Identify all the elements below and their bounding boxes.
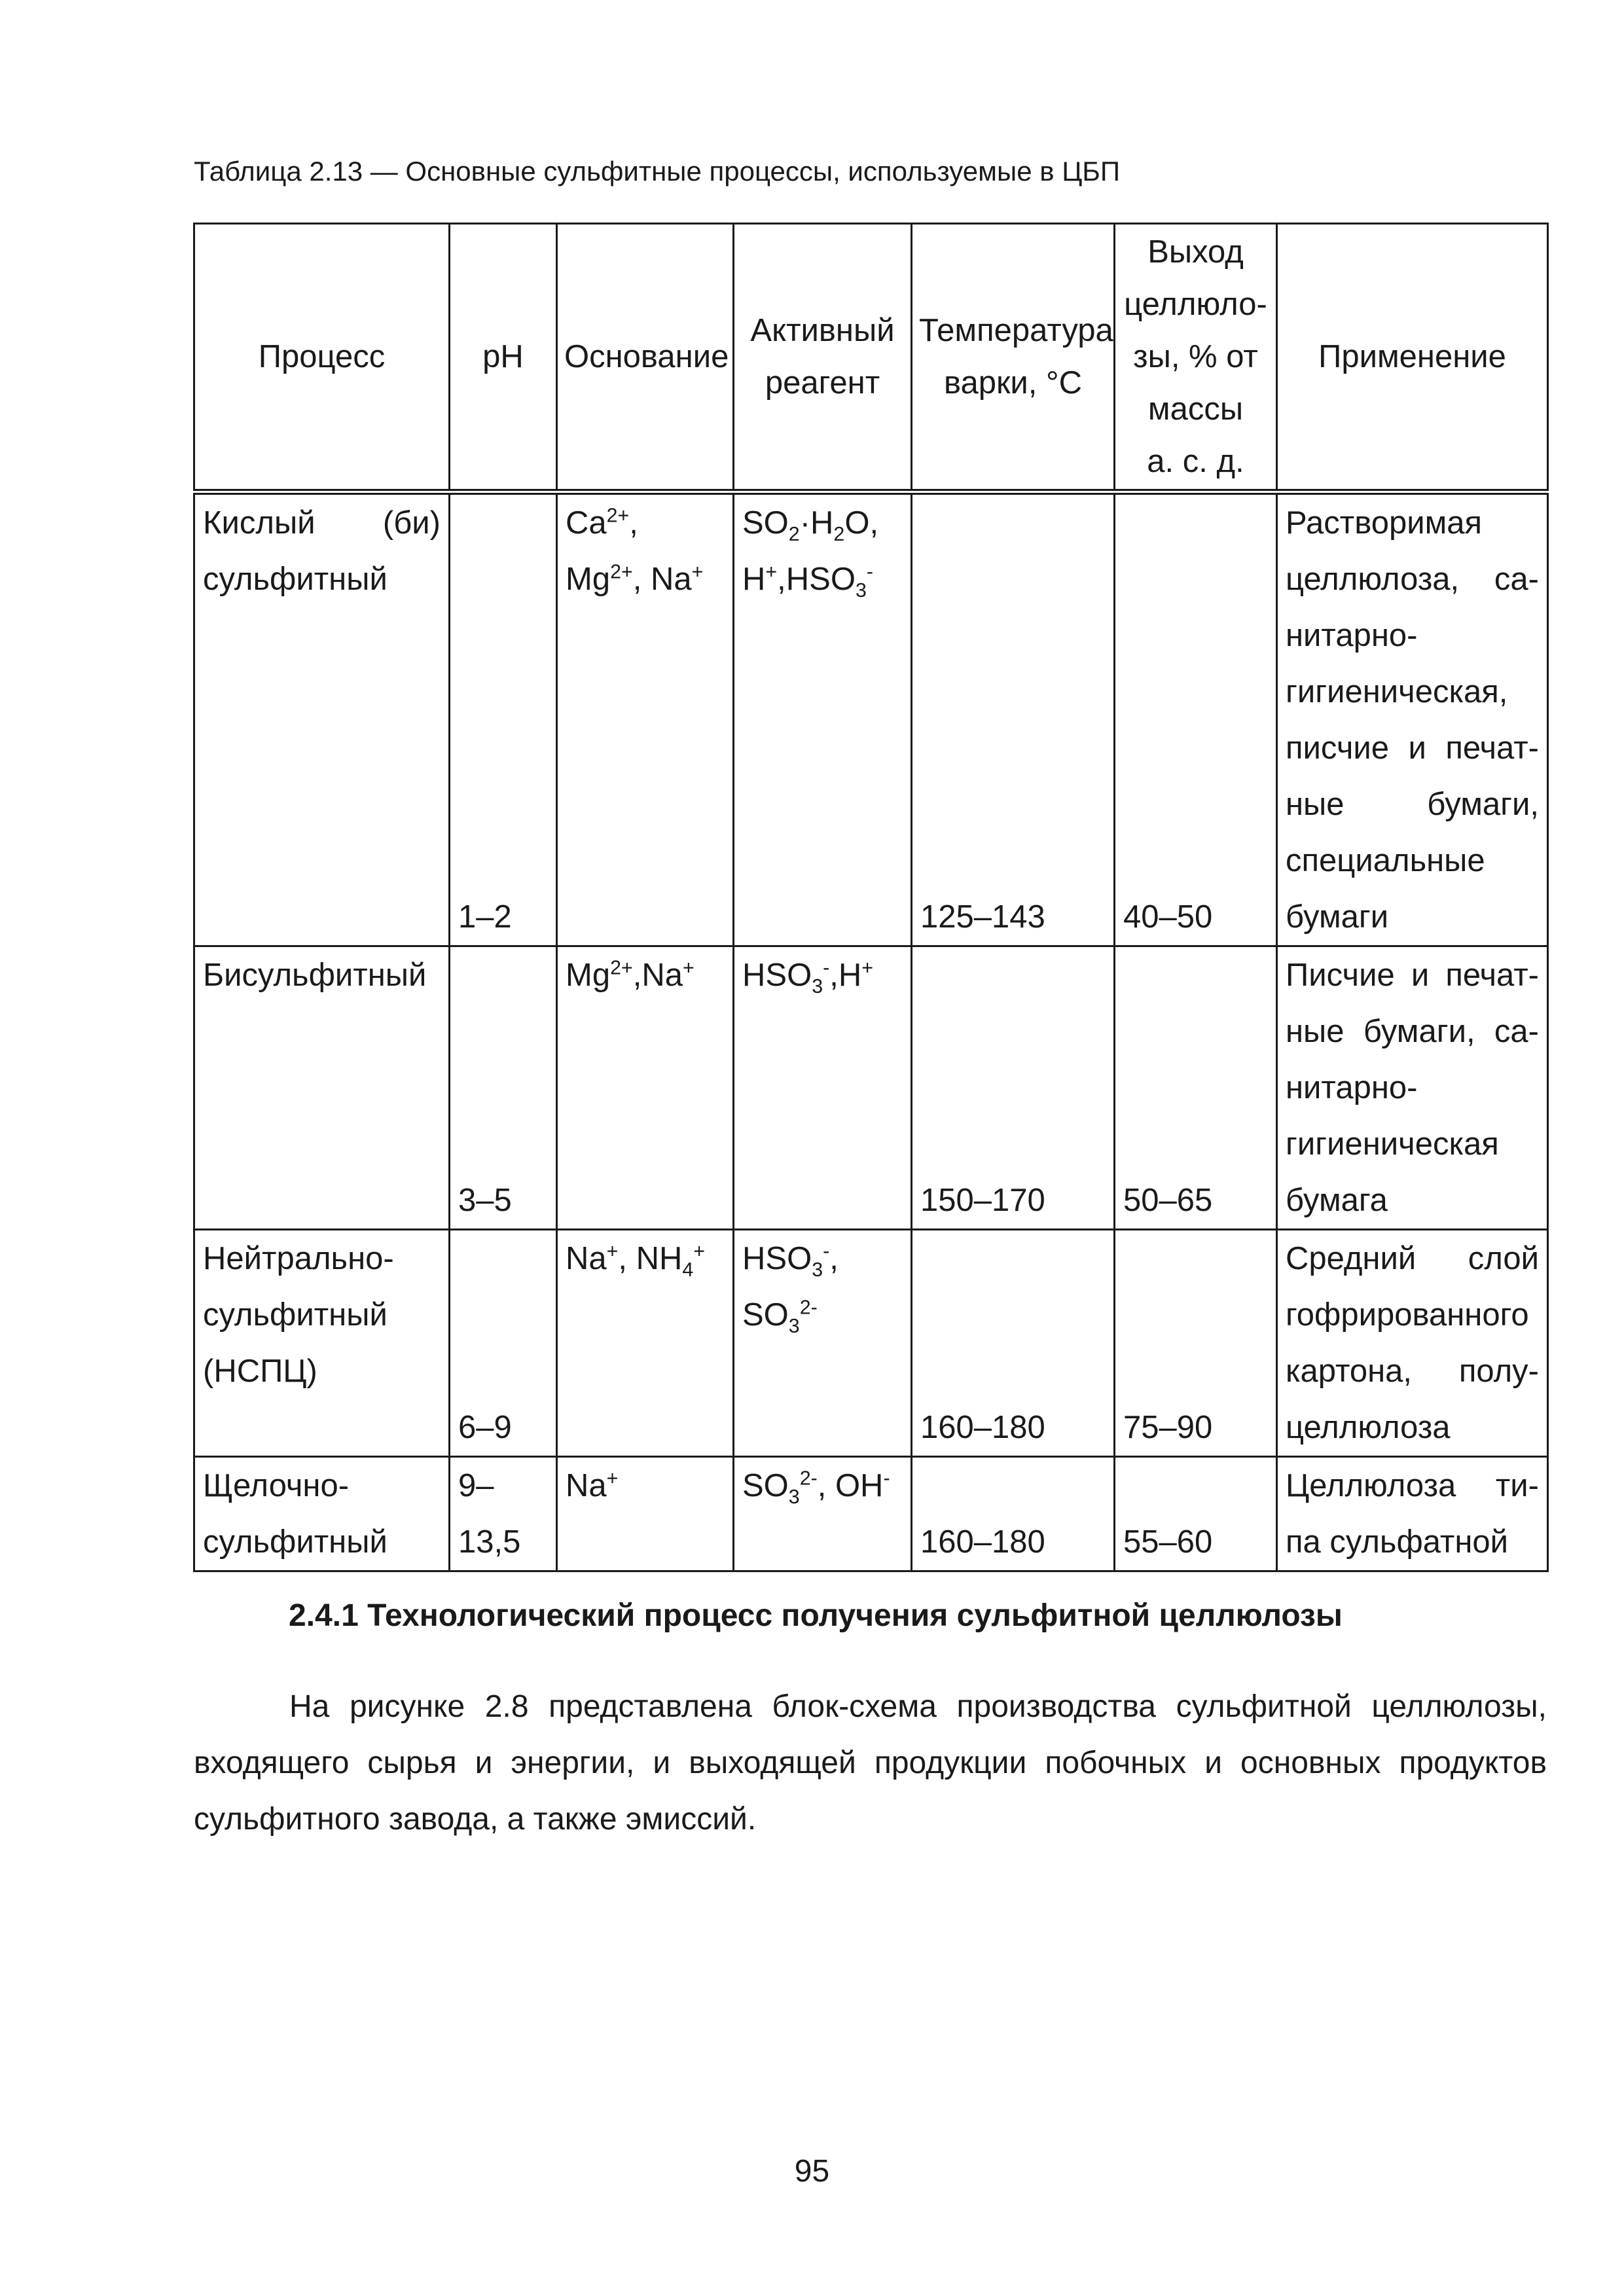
cell-line: Щелочно- [203,1468,350,1503]
header-yield-line: целлюло- [1124,287,1267,322]
cell-ph: 1–2 [450,492,557,946]
header-application: Применение [1277,224,1548,492]
table-body [194,492,1548,1571]
cell-line: ные бумаги, са- [1286,1014,1539,1049]
cell-application [1277,946,1548,1230]
cell-ph: 3–5 [450,946,557,1230]
cell-line: бумага [1286,1183,1388,1218]
cell-reagent: $SO_3^{2-}$, OH- [734,1457,912,1571]
page-number: 95 [794,2154,830,2189]
paragraph-line: На рисунке 2.8 представлена блок-схема производства сульфитной целлюлозы, [289,1689,1547,1724]
header-yield [1115,224,1277,492]
header-temperature-line: варки, °С [943,365,1082,401]
cell-ph: 6–9 [450,1230,557,1457]
cell-base: $Ca^{2+}$, $Mg^{2+}$, Na+ [557,492,734,946]
sulfite-processes-table [193,223,1549,1572]
table-header-row [194,224,1548,492]
body-paragraph [194,1679,1547,1848]
cell-temperature: 160–180 [912,1230,1115,1457]
cell-line: сульфитный [203,1524,388,1560]
table-row [194,946,1548,1230]
cell-line: Писчие и печат- [1286,958,1539,993]
table-row [194,1230,1548,1457]
cell-line: (НСПЦ) [203,1354,317,1389]
cell-process [194,946,450,1230]
header-base: Основание [557,224,734,492]
header-reagent-line: Активный [750,313,895,348]
cell-process [194,492,450,946]
header-yield-line: массы [1147,391,1244,427]
cell-application [1277,492,1548,946]
cell-base: Na+, $NH_4^+$ [557,1230,734,1457]
cell-line: Нейтрально- [203,1241,394,1276]
cell-temperature: 125–143 [912,492,1115,946]
section-title: 2.4.1 Технологический процесс получения сульфитной целлюлозы [289,1598,1343,1633]
cell-reagent: $HSO_3^-,H^+$ [734,946,912,1230]
header-reagent [734,224,912,492]
cell-line: специальные [1286,843,1485,878]
cell-line: Бисульфитный [203,958,427,993]
cell-application [1277,1457,1548,1571]
cell-yield: 50–65 [1115,946,1277,1230]
cell-line: Средний слой [1286,1241,1539,1276]
cell-process [194,1230,450,1457]
cell-line: картона, полу- [1286,1354,1539,1389]
cell-temperature: 160–180 [912,1457,1115,1571]
cell-yield: 75–90 [1115,1230,1277,1457]
table-caption: Таблица 2.13 — Основные сульфитные процессы, используемые в ЦБП [194,156,1121,187]
cell-reagent: $SO_2\cdot H_2O$, $H^+,HSO_3^-$ [734,492,912,946]
header-yield-line: Выход [1147,234,1244,270]
cell-base: $Mg^{2+},Na^+$ [557,946,734,1230]
cell-line: нитарно- [1286,1070,1418,1105]
cell-application [1277,1230,1548,1457]
table-row [194,1457,1548,1571]
cell-yield: 40–50 [1115,492,1277,946]
cell-line: гигиеническая, [1286,674,1508,709]
header-temperature-line: Температура [919,313,1113,348]
paragraph-line: сульфитного завода, а также эмиссий. [194,1802,757,1837]
cell-ph: 9– 13,5 [450,1457,557,1571]
cell-line: писчие и печат- [1286,730,1539,766]
cell-line: бумаги [1286,899,1389,935]
cell-line: нитарно- [1286,618,1418,653]
cell-reagent: $HSO_3^-$, $SO_3^{2-}$ [734,1230,912,1457]
cell-line: па сульфатной [1286,1524,1509,1560]
cell-line: Растворимая [1286,505,1483,541]
cell-process [194,1457,450,1571]
cell-line: целлюлоза [1286,1410,1451,1445]
header-temperature [912,224,1115,492]
cell-line: сульфитный [203,562,388,597]
cell-line: гигиеническая [1286,1126,1499,1162]
header-reagent-line: реагент [765,365,880,401]
cell-yield: 55–60 [1115,1457,1277,1571]
paragraph-line: входящего сырья и энергии, и выходящей продукции побочных и основных продуктов [194,1746,1547,1780]
cell-temperature: 150–170 [912,946,1115,1230]
cell-line: целлюлоза, са- [1286,562,1539,597]
cell-line: гофрированного [1286,1297,1529,1333]
cell-line: Целлюлоза ти- [1286,1468,1539,1503]
cell-line: сульфитный [203,1297,388,1333]
cell-line: Кислый (би) [203,505,441,541]
cell-line: ные бумаги, [1286,787,1539,822]
header-yield-line: а. с. д. [1147,444,1244,479]
table-row [194,492,1548,946]
header-ph: pH [450,224,557,492]
header-yield-line: зы, % от [1133,339,1258,374]
cell-base: Na+ [557,1457,734,1571]
header-process: Процесс [194,224,450,492]
